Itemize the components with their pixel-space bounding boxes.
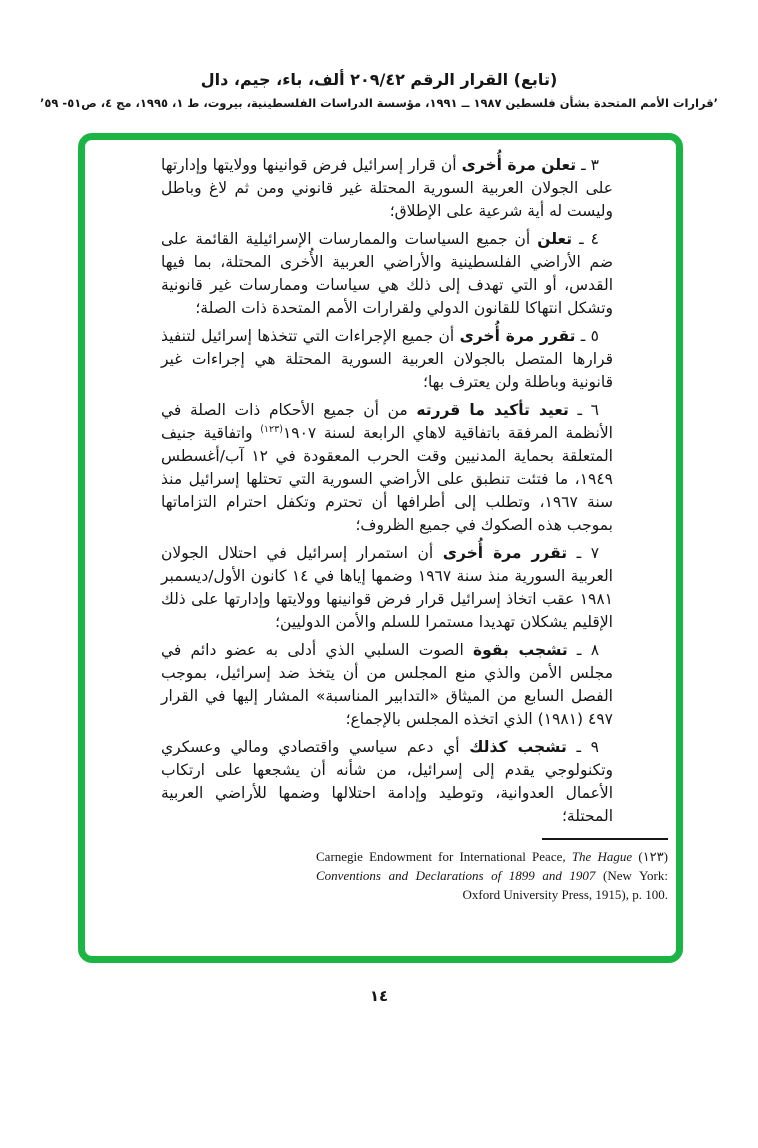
paragraph-lead: تعلن: [537, 230, 573, 248]
footnote-reference-123: (١٢٣): [260, 423, 283, 435]
resolution-title: (تابع) القرار الرقم ٢٠٩/٤٢ ألف، باء، جيم، دال: [200, 70, 558, 89]
paragraph-text: أن جميع السياسات والممارسات الإسرائيلية القائمة على ضم الأراضي الفلسطينية والأراضي العربية الأُخرى المحتلة، بما فيها القدس، أو التي تهدف إلى ذلك هي سياسات وممارسات غير قانونية وتشكل انتهاكا للقانون الدولي ولقرارات الأمم المتحدة ذات الصلة؛: [161, 230, 613, 317]
arabic-paragraph-4: [161, 228, 613, 320]
paragraph-text: أن استمرار إسرائيل في احتلال الجولان العربية السورية منذ سنة ١٩٦٧ وضمها إياها في ١٤ كانون الأول/ديسمبر ١٩٨١ عقب اتخاذ إسرائيل قرار فرض قوانينها وولايتها وإدارتها على ذلك الإقليم يشكلان تهديدا مستمرا للسلم والأمن الدوليين؛: [161, 544, 613, 631]
paragraph-number: ٩ ـ: [576, 738, 599, 756]
document-page: [0, 70, 758, 1005]
paragraph-number: ٦ ـ: [577, 401, 599, 419]
paragraph-number: ٨ ـ: [576, 641, 600, 659]
footnote: [316, 847, 668, 904]
arabic-paragraph-8: [161, 639, 613, 731]
page-header: [0, 70, 758, 110]
arabic-paragraph-6: [161, 399, 613, 537]
source-citation: ’قرارات الأمم المتحدة بشأن فلسطين ١٩٨٧ ــ ١٩٩١، مؤسسة الدراسات الفلسطينية، بيروت، ط ١، ١٩٩٥، مج ٤، ص٥١- ٥٩’: [39, 96, 719, 110]
paragraph-lead: تقرر مرة أُخرى: [442, 544, 568, 562]
arabic-paragraph-5: [161, 325, 613, 394]
paragraph-text: أن جميع الإجراءات التي تتخذها إسرائيل لتنفيذ قرارها المتصل بالجولان العربية السورية المحتلة هي إجراءات غير قانونية وباطلة ولن يعترف بها؛: [161, 327, 613, 391]
paragraph-lead: تقرر مرة أُخرى: [459, 327, 576, 345]
paragraph-lead: تشجب كذلك: [469, 738, 567, 756]
page-number: ١٤: [369, 987, 389, 1005]
footnote-book-title: The Hague Conventions and Declarations of 1899 and 1907: [316, 849, 633, 883]
green-annotation-frame: [78, 133, 683, 963]
paragraph-text: أن قرار إسرائيل فرض قوانينها وولايتها وإدارتها على الجولان العربية السورية المحتلة غير قانوني ومن ثم لاغ وباطل وليست له أية شرعية على الإطلاق؛: [161, 156, 613, 220]
paragraph-text: أي دعم سياسي واقتصادي ومالي وعسكري وتكنولوجي يقدم إلى إسرائيل، من شأنه أن يشجعها على ارتكاب الأعمال العدوانية، وتوطيد وإدامة احتلالها وضمها للأراضي العربية المحتلة؛: [161, 738, 613, 825]
arabic-paragraph-7: [161, 542, 613, 634]
arabic-paragraph-3: [161, 154, 613, 223]
paragraph-lead: تعيد تأكيد ما قررته: [416, 401, 569, 419]
paragraph-number: ٤ ـ: [579, 230, 599, 248]
paragraph-number: ٧ ـ: [576, 544, 600, 562]
arabic-paragraph-9: [161, 736, 613, 828]
paragraph-text: الصوت السلبي الذي أدلى به عضو دائم في مجلس الأمن والذي منع المجلس من أن يتخذ ضد إسرائيل، بموجب الفصل السابع من الميثاق «التدابير المناسبة» المشار إليها في القرار ٤٩٧ (١٩٨١) الذي اتخذه المجلس بالإجماع؛: [161, 641, 613, 728]
paragraph-text: من أن جميع الأحكام ذات الصلة في الأنظمة المرفقة باتفاقية لاهاي الرابعة لسنة ١٩٠٧: [161, 401, 613, 442]
paragraph-text-continued: واتفاقية جنيف المتعلقة بحماية المدنيين وقت الحرب المعقودة في ١٢ آب/أغسطس ١٩٤٩، ما فتئت تنطبق على الأراضي السورية التي تحتلها إسرائيل منذ سنة ١٩٦٧، وتطلب إلى أطرافها أن تحترم وتكفل احترام التزاماتها بموجب هذه الصكوك في جميع الظروف؛: [161, 424, 614, 534]
footnote-separator-rule: [542, 838, 668, 840]
footnote-marker: (١٢٣): [638, 849, 668, 864]
paragraph-lead: تشجب بقوة: [473, 641, 568, 659]
footnote-text: Carnegie Endowment for International Peace, The Hague Conventions and Declarations of 1899 and 1907 (New York: Oxford University Press, 1915), p. 100.: [316, 849, 668, 902]
paragraph-lead: تعلن مرة أُخرى: [461, 156, 577, 174]
resolution-body: [161, 154, 613, 828]
paragraph-number: ٥ ـ: [580, 327, 599, 345]
paragraph-number: ٣ ـ: [581, 156, 599, 174]
